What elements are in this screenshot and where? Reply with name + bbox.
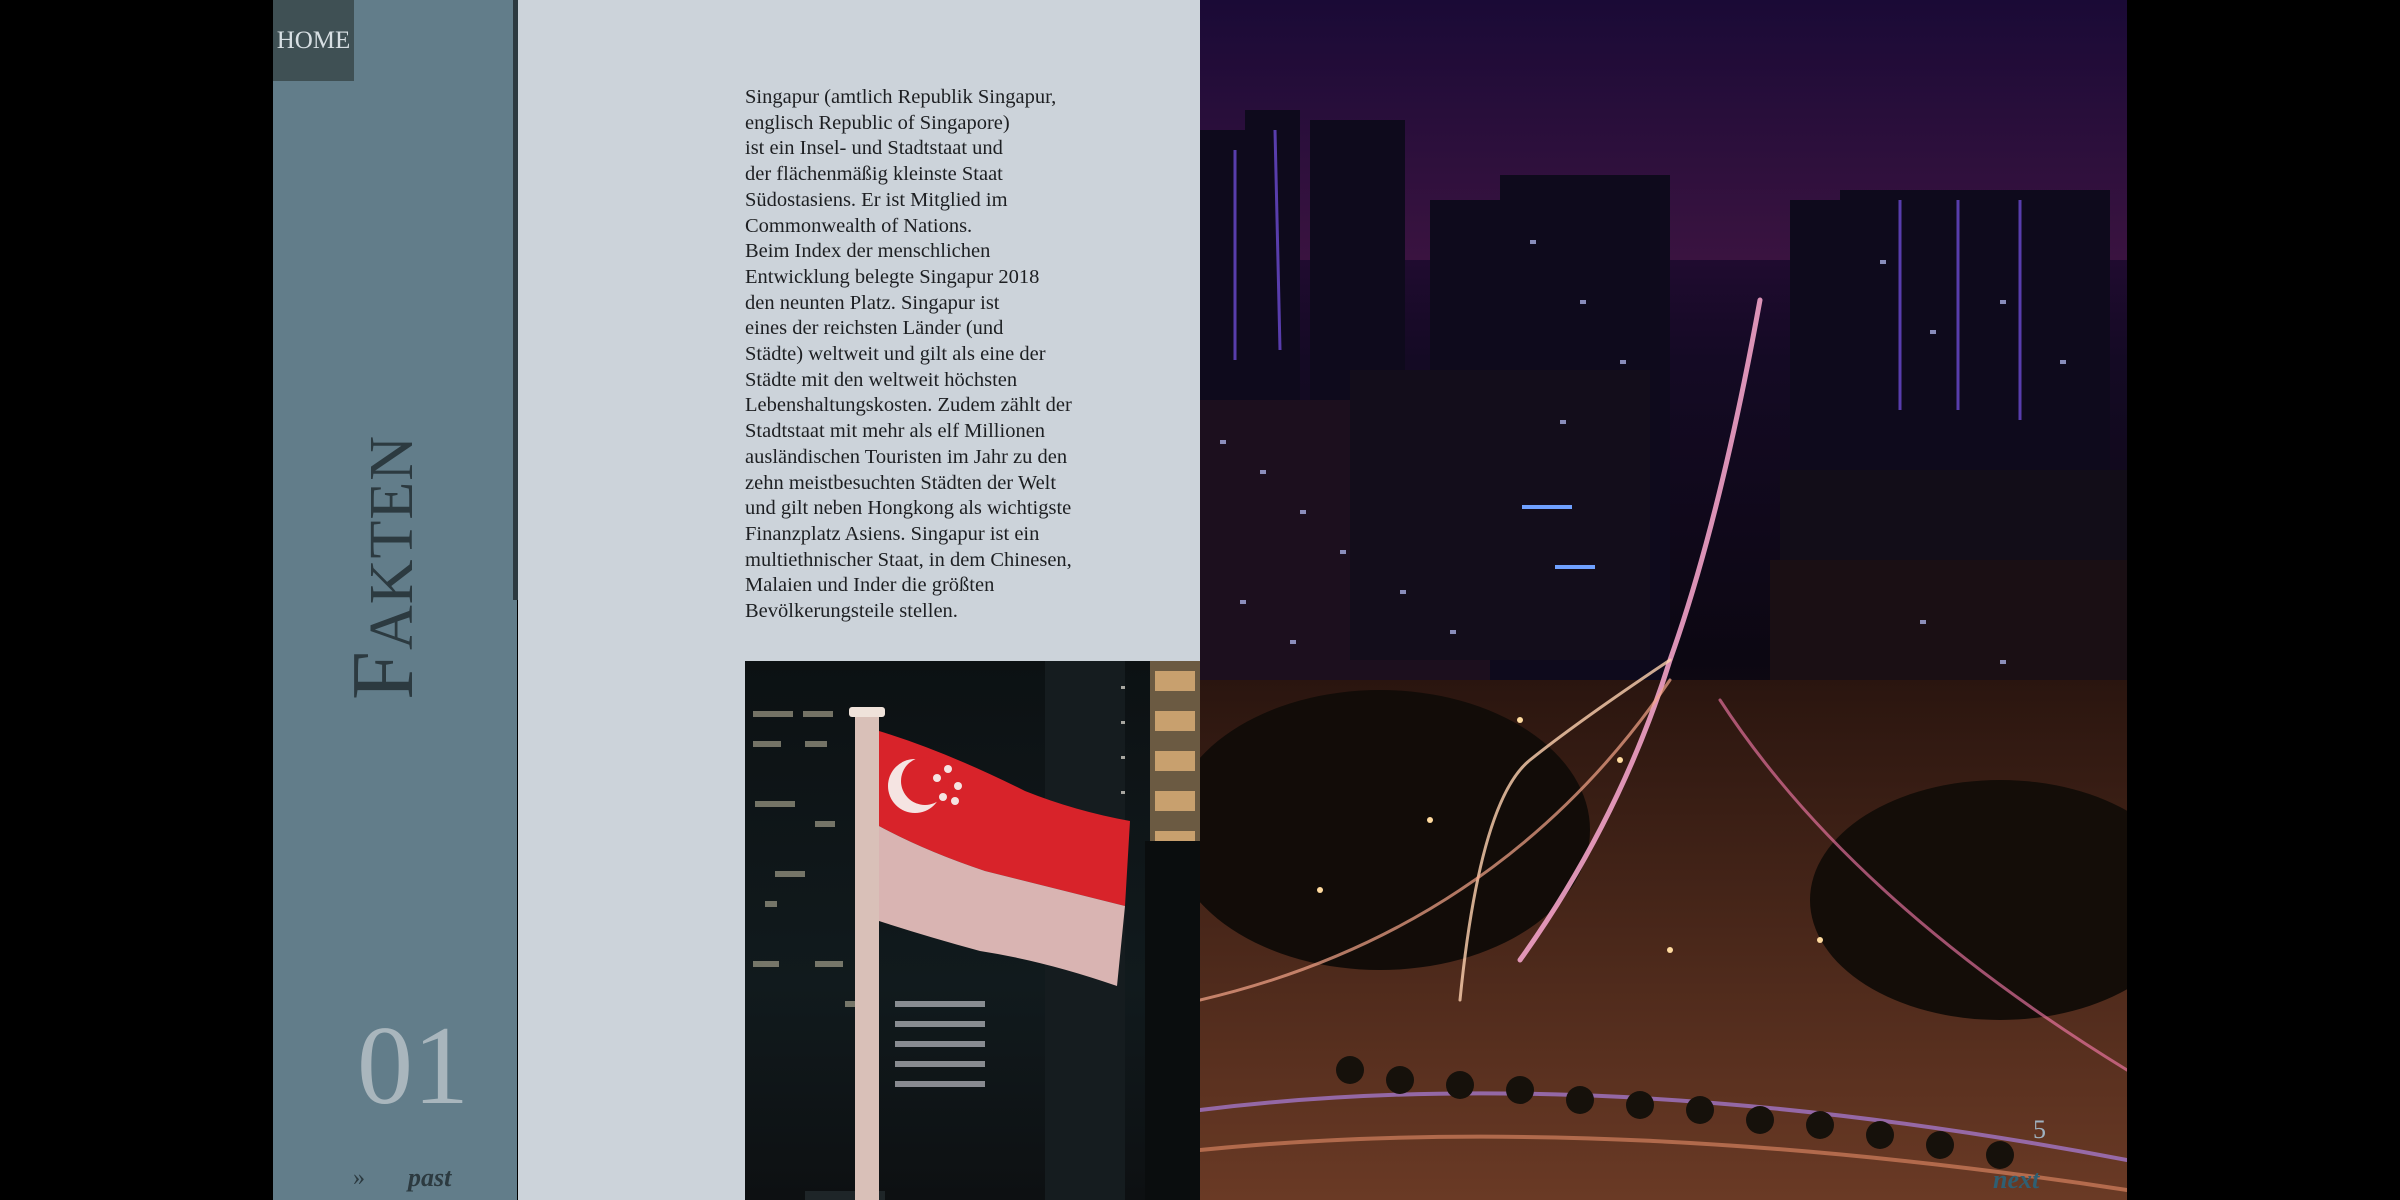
home-button[interactable]: HOME: [273, 0, 354, 81]
section-number: 01: [357, 1004, 469, 1128]
article-line: Commonwealth of Nations.: [745, 214, 973, 237]
article-line: der flächenmäßig kleinste Staat: [745, 163, 1003, 186]
article-line: Beim Index der menschlichen: [745, 240, 991, 263]
article-line: eines der reichsten Länder (und: [745, 317, 1004, 340]
article-line: Entwicklung belegte Singapur 2018: [745, 265, 1040, 288]
article-line: Lebenshaltungskosten. Zudem zählt der: [745, 394, 1072, 417]
article-line: Südostasiens. Er ist Mitglied im: [745, 188, 1008, 211]
article-line: ausländischen Touristen im Jahr zu den: [745, 445, 1068, 468]
next-link[interactable]: next: [1993, 1165, 2040, 1194]
page-number: 5: [2033, 1115, 2046, 1144]
article-line: multiethnischer Staat, in dem Chinesen,: [745, 548, 1072, 571]
page: [273, 0, 2127, 1200]
article-line: Malaien und Inder die größten: [745, 574, 995, 597]
article-line: Singapur (amtlich Republik Singapur,: [745, 86, 1057, 108]
article-line: Bevölkerungsteile stellen.: [745, 600, 958, 623]
section-title: Fakten: [335, 434, 432, 700]
article-text: [745, 85, 1145, 625]
article-line: ist ein Insel- und Stadtstaat und: [745, 137, 1003, 160]
article-line: Stadtstaat mit mehr als elf Millionen: [745, 420, 1046, 443]
flag-illustration: [745, 661, 1200, 1200]
article-line: Finanzplatz Asiens. Singapur ist ein: [745, 522, 1040, 545]
past-link[interactable]: past: [408, 1163, 452, 1192]
double-chevron-icon[interactable]: »: [353, 1165, 365, 1191]
article-line: Städte mit den weltweit höchsten: [745, 368, 1018, 391]
singapore-flag-photo: [745, 661, 1200, 1200]
article-line: und gilt neben Hongkong als wichtigste: [745, 497, 1072, 520]
article-line: englisch Republic of Singapore): [745, 111, 1010, 134]
night-city-aerial-photo: [1200, 0, 2127, 1200]
article-line: zehn meistbesuchten Städten der Welt: [745, 471, 1057, 494]
city-illustration: [1200, 0, 2127, 1200]
article-line: Städte) weltweit und gilt als eine der: [745, 343, 1046, 366]
article-line: den neunten Platz. Singapur ist: [745, 291, 1000, 314]
content-panel: [518, 0, 1200, 1200]
sidebar: [273, 0, 517, 1200]
